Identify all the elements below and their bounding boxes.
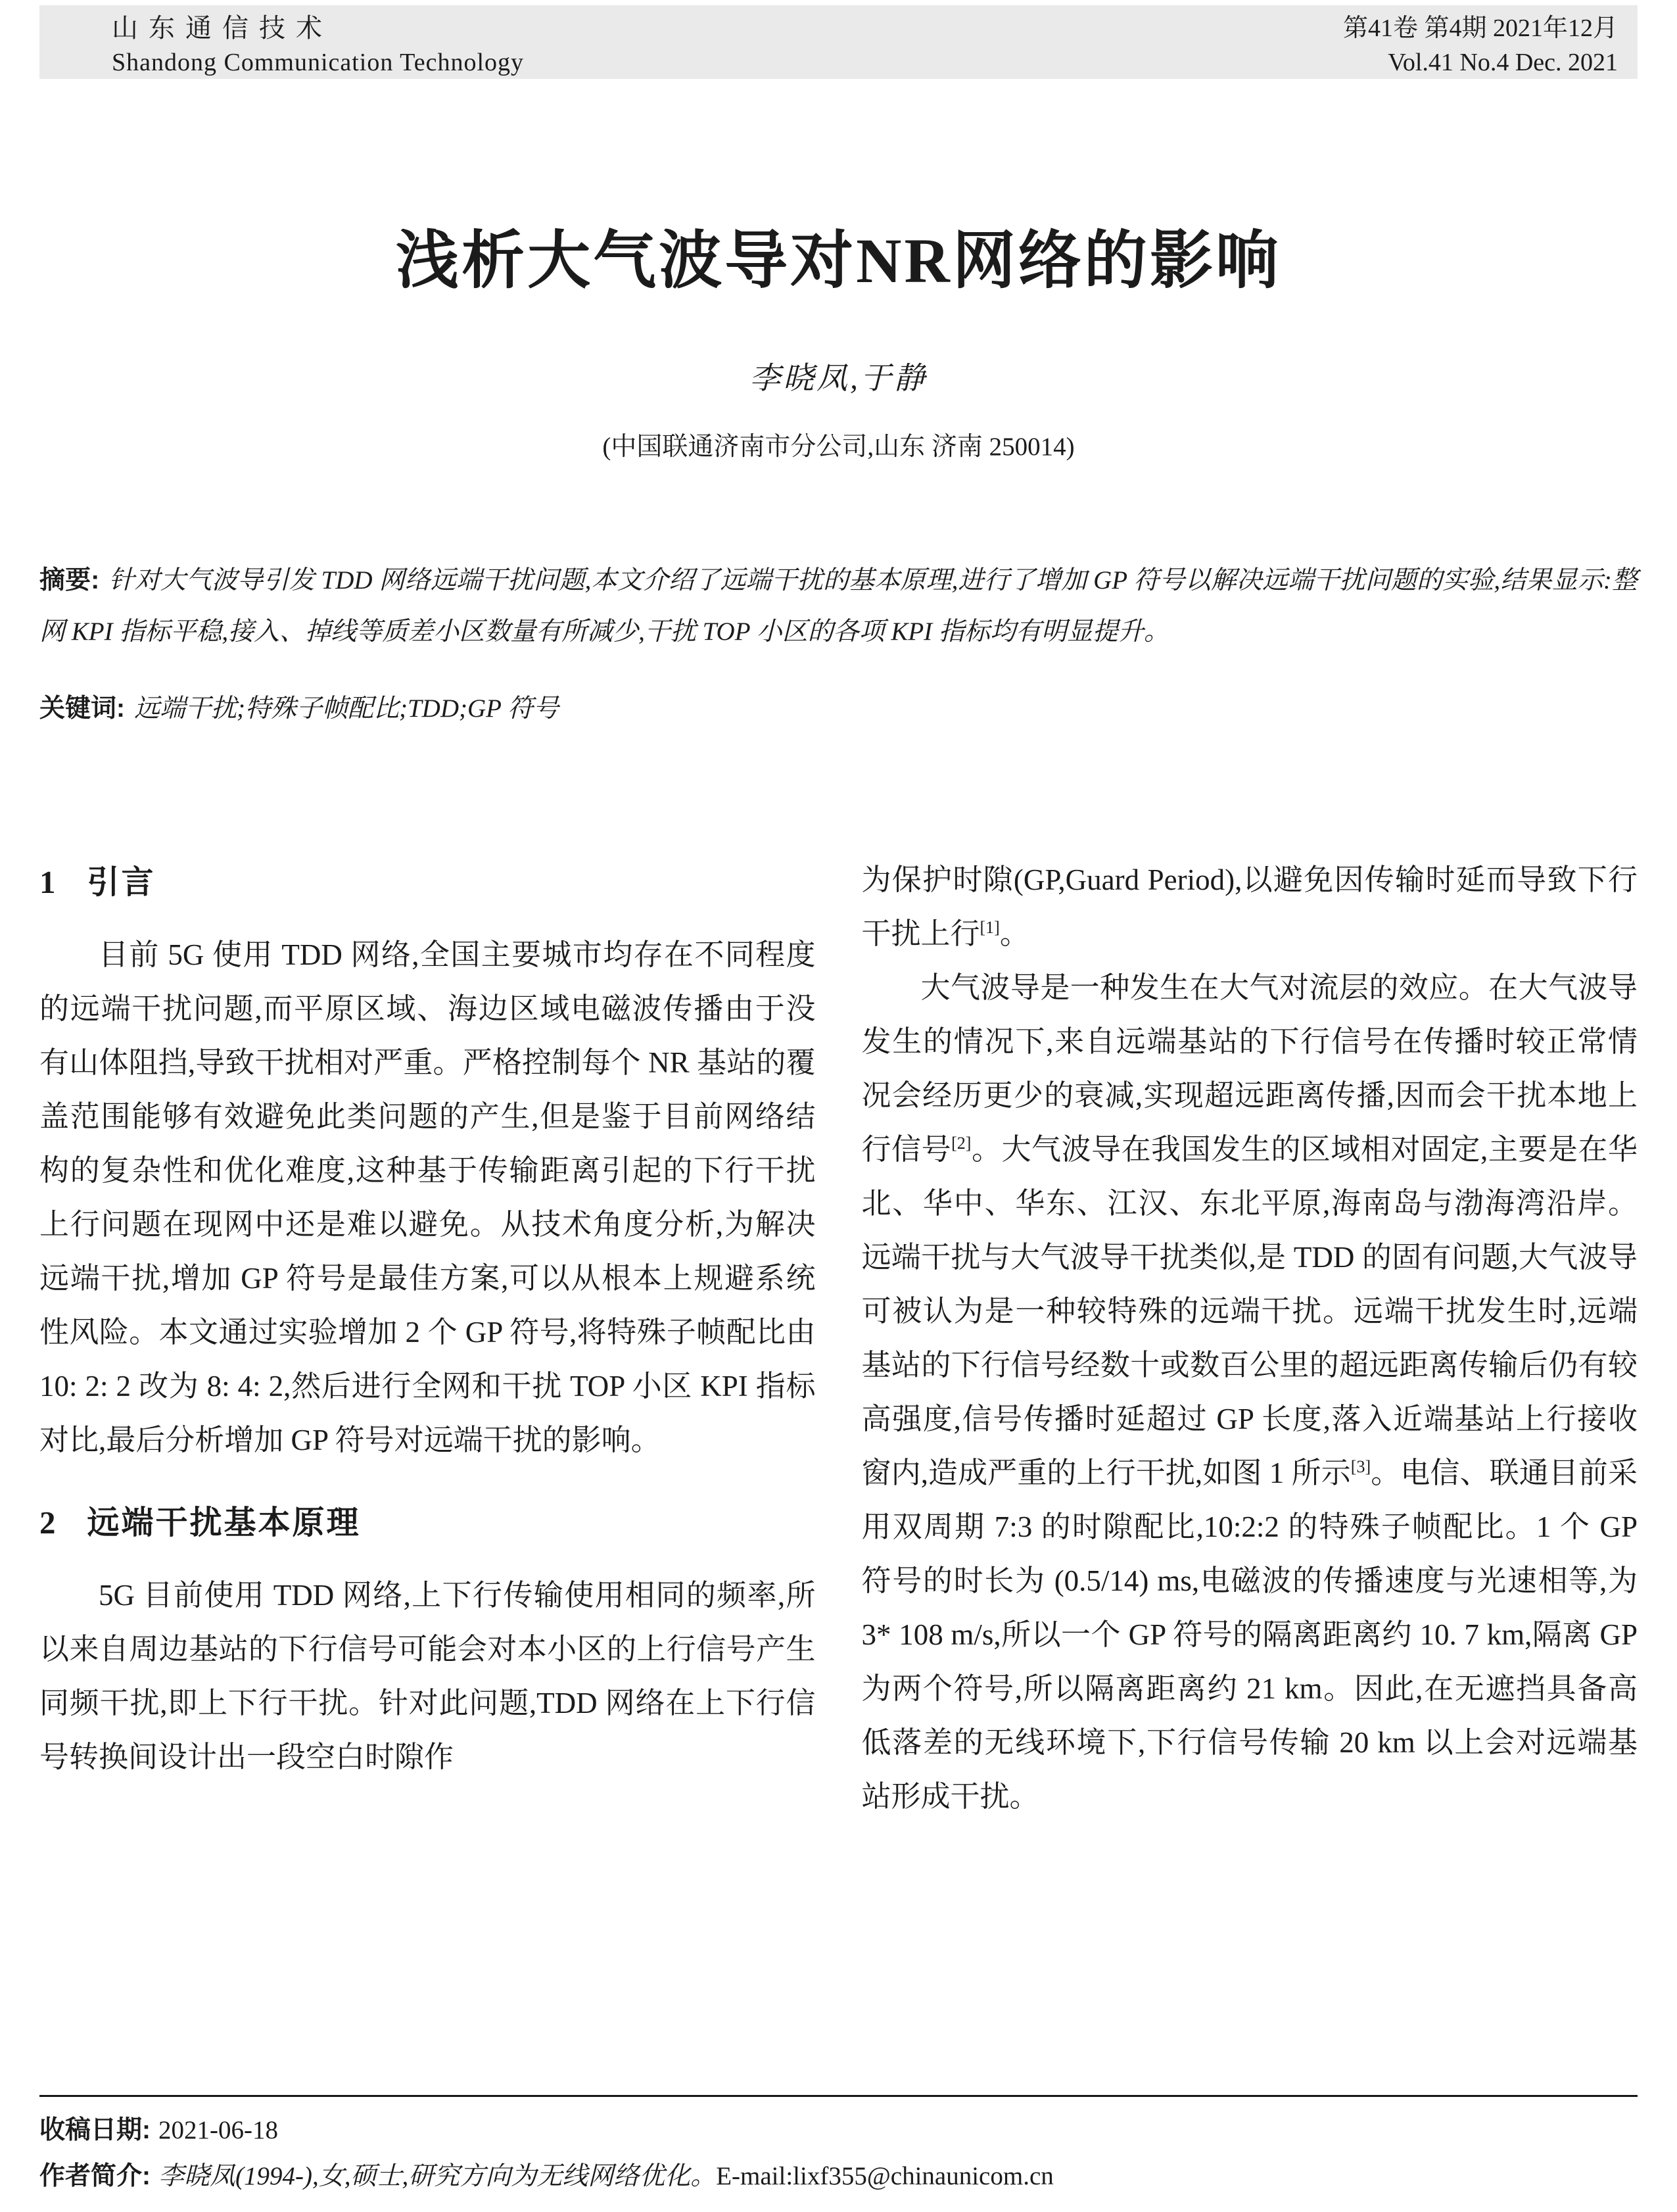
reference-marker-3: [3]	[1350, 1457, 1371, 1476]
body-columns	[39, 853, 1638, 1823]
journal-name-cn: 山东通信技术	[112, 13, 333, 43]
issue-line-cn: 第41卷 第4期 2021年12月	[1342, 14, 1618, 42]
issue-line-en: Vol.41 No.4 Dec. 2021	[1388, 49, 1618, 76]
received-date-label: 收稿日期:	[39, 2116, 151, 2144]
body-paragraph	[862, 961, 1638, 1823]
body-paragraph: 5G 目前使用 TDD 网络,上下行传输使用相同的频率,所以来自周边基站的下行信号可能会对本小区的上行信号产生同频干扰,即上下行干扰。针对此问题,TDD 网络在上下行信号转换间设计出一段空白时隙作	[39, 1579, 816, 1773]
article-title: 浅析大气波导对NR网络的影响	[396, 226, 1281, 296]
paragraph-text: 为保护时隙(GP,Guard Period),以避免因传输时延而导致下行干扰上行	[861, 863, 1638, 950]
page-content	[0, 5, 1677, 1823]
received-date-value: 2021-06-18	[158, 2116, 278, 2144]
right-column	[862, 853, 1638, 1823]
abstract-label: 摘要:	[39, 566, 100, 594]
abstract-paragraph	[39, 555, 1638, 658]
author-bio-row	[39, 2153, 1638, 2200]
paragraph-text: 。大气波导在我国发生的区域相对固定,主要是在华北、华中、华东、江汉、东北平原,海南岛与渤海湾沿岸。远端干扰与大气波导干扰类似,是 TDD 的固有问题,大气波导可被认为是一种较特殊的远端干扰。远端干扰发生时,远端基站的下行信号经数十或数百公里的超远距离传输后仍有较高强度,信号传播时延超过 GP 长度,落入近端基站上行接收窗内,造成严重的上行干扰,如图 1 所示	[861, 1133, 1638, 1489]
paragraph-text: 。	[999, 917, 1029, 950]
section-heading-2	[39, 1503, 816, 1543]
footnote-area	[39, 2095, 1638, 2200]
paragraph-text: 。电信、联通目前采用双周期 7:3 的时隙配比,10:2:2 的特殊子帧配比。1 个 GP 符号的时长为 (0.5/14) ms,电磁波的传播速度与光速相等,为 3* 108 m/s,所以一个 GP 符号的隔离距离约 10. 7 km,隔离 GP 为两个符号,所以隔离距离约 21 km。因此,在无遮挡具备高低落差的无线环境下,下行信号传输 20 km 以上会对远端基站形成干扰。	[861, 1456, 1638, 1813]
reference-marker-2: [2]	[951, 1134, 972, 1153]
issue-info-block	[1343, 12, 1618, 80]
keywords-paragraph	[39, 683, 1638, 734]
article-affiliation: (中国联通济南市分公司,山东 济南 250014)	[602, 433, 1075, 461]
reference-marker-1: [1]	[980, 918, 1000, 937]
author-bio-label: 作者简介:	[39, 2162, 151, 2190]
journal-header-band	[39, 5, 1638, 79]
article-authors: 李晓凤,于静	[749, 362, 928, 396]
paragraph-text: 大气波导是一种发生在大气对流层的效应。在大气波导发生的情况下,来自远端基站的下行信号在传播时较正常情况会经历更少的衰减,实现超远距离传播,因而会干扰本地上行信号	[861, 971, 1638, 1166]
left-column	[39, 853, 816, 1823]
footnote-rule	[39, 2095, 1638, 2097]
body-paragraph-continuation	[862, 853, 1638, 961]
section-2-title: 远端干扰基本原理	[87, 1505, 361, 1541]
author-bio-text: 李晓凤(1994-),女,硕士,研究方向为无线网络优化。	[158, 2162, 717, 2190]
section-heading-1	[39, 862, 816, 903]
section-1-number: 1	[39, 864, 56, 900]
keywords-label: 关键词:	[39, 694, 125, 723]
journal-name-block	[112, 12, 524, 80]
body-paragraph: 目前 5G 使用 TDD 网络,全国主要城市均存在不同程度的远端干扰问题,而平原区域、海边区域电磁波传播由于没有山体阻挡,导致干扰相对严重。严格控制每个 NR 基站的覆盖范围能够有效避免此类问题的产生,但是鉴于目前网络结构的复杂性和优化难度,这种基于传输距离引起的下行干扰上行问题在现网中还是难以避免。从技术角度分析,为解决远端干扰,增加 GP 符号是最佳方案,可以从根本上规避系统性风险。本文通过实验增加 2 个 GP 符号,将特殊子帧配比由 10: 2: 2 改为 8: 4: 2,然后进行全网和干扰 TOP 小区 KPI 指标对比,最后分析增加 GP 符号对远端干扰的影响。	[39, 938, 816, 1456]
abstract-text: 针对大气波导引发 TDD 网络远端干扰问题,本文介绍了远端干扰的基本原理,进行了增加 GP 符号以解决远端干扰问题的实验,结果显示:整网 KPI 指标平稳,接入、掉线等质差小区数量有所减少,干扰 TOP 小区的各项 KPI 指标均有明显提升。	[39, 566, 1638, 646]
keywords-text: 远端干扰;特殊子帧配比;TDD;GP 符号	[134, 694, 559, 723]
section-2-number: 2	[39, 1504, 56, 1541]
author-bio-email: E-mail:lixf355@chinaunicom.cn	[716, 2162, 1054, 2190]
journal-name-en: Shandong Communication Technology	[112, 49, 525, 76]
received-date-row	[39, 2107, 1638, 2153]
section-1-title: 引言	[87, 865, 156, 900]
